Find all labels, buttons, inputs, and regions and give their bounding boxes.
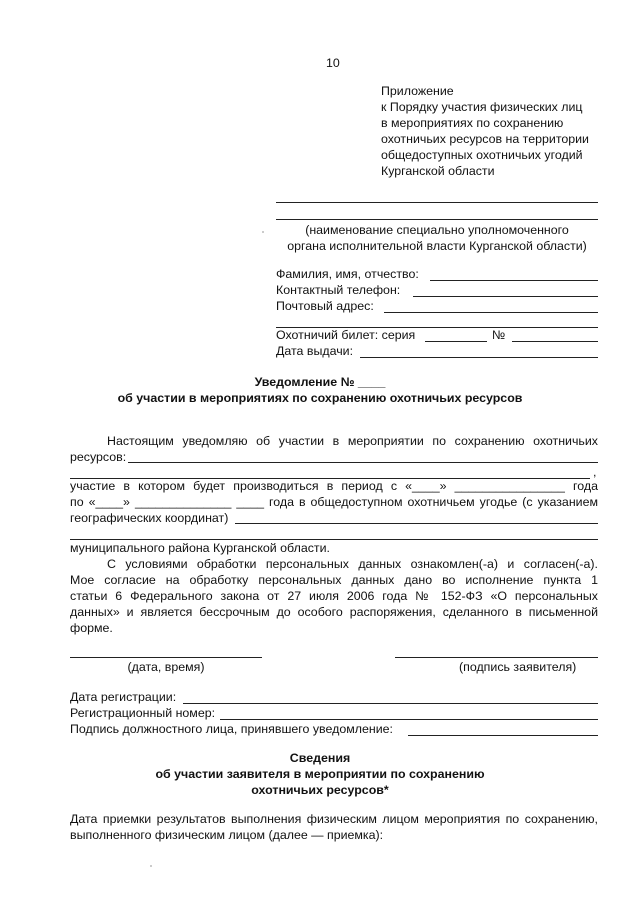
appendix-line: к Порядку участия физических лиц — [381, 100, 583, 114]
info-subtitle: об участии заявителя в мероприятии по сохранению — [155, 767, 485, 781]
recipient-caption: (наименование специально уполномоченного — [305, 223, 569, 237]
page-number: 10 — [326, 56, 340, 70]
phone-field[interactable] — [413, 296, 598, 297]
full-name-label: Фамилия, имя, отчество: — [276, 267, 419, 281]
body-text-line: статьи 6 Федерального закона от 27 июля 2006 года № 152-ФЗ «О персональных — [70, 589, 598, 603]
ticket-number-label: № — [492, 328, 506, 342]
full-name-field[interactable] — [430, 280, 598, 281]
ticket-number-field[interactable] — [512, 341, 598, 342]
scan-speck — [150, 865, 152, 867]
official-signature-field[interactable] — [408, 735, 598, 736]
date-time-caption: (дата, время) — [127, 660, 205, 674]
info-title: Сведения — [289, 751, 351, 765]
issue-date-label: Дата выдачи: — [276, 344, 354, 358]
appendix-line: Приложение — [381, 84, 454, 98]
appendix-line: общедоступных охотничьих угодий — [381, 148, 583, 162]
issue-date-field[interactable] — [360, 357, 598, 358]
signature-field[interactable] — [395, 657, 598, 658]
info-text-line: Дата приемки результатов выполнения физическим лицом мероприятия по сохранению, — [70, 812, 598, 826]
body-text-line: муниципального района Курганской области. — [70, 541, 330, 555]
recipient-caption: органа исполнительной власти Курганской области) — [287, 239, 587, 253]
date-time-field[interactable] — [70, 657, 262, 658]
scan-speck — [262, 231, 264, 233]
body-text-line: по «____» ______________ ____ года в общедоступном охотничьем угодье (с указанием — [70, 495, 598, 509]
official-signature-label: Подпись должностного лица, принявшего уведомление: — [70, 722, 393, 736]
signature-caption: (подпись заявителя) — [459, 660, 577, 674]
appendix-line: охотничьих ресурсов на территории — [381, 132, 589, 146]
coordinates-field[interactable] — [235, 523, 598, 524]
body-text-line: С условиями обработки персональных данных ознакомлен(-а) и согласен(-а). — [107, 557, 598, 571]
appendix-line: Курганской области — [381, 164, 495, 178]
body-text-line: Настоящим уведомляю об участии в мероприятии по сохранению охотничьих — [107, 434, 598, 448]
phone-label: Контактный телефон: — [276, 283, 401, 297]
body-text-line: форме. — [70, 621, 113, 635]
ticket-series-field[interactable] — [425, 341, 487, 342]
registration-date-label: Дата регистрации: — [70, 690, 177, 704]
body-text-line: Мое согласие на обработку персональных данных дано во исполнение пункта 1 — [70, 573, 598, 587]
body-text-line: ресурсов: — [70, 450, 127, 464]
info-text-line: выполненного физическим лицом (далее — приемка): — [70, 828, 384, 842]
notice-title: Уведомление № ____ — [254, 375, 386, 389]
recipient-line-1[interactable] — [276, 202, 598, 203]
resources-field[interactable] — [128, 462, 598, 463]
registration-date-field[interactable] — [183, 703, 598, 704]
notice-subtitle: об участии в мероприятиях по сохранению охотничьих ресурсов — [117, 391, 523, 405]
recipient-line-2[interactable] — [276, 219, 598, 220]
info-subtitle: охотничьих ресурсов* — [251, 783, 389, 797]
address-label: Почтовый адрес: — [276, 299, 374, 313]
body-text-line: географических координат) — [70, 511, 229, 525]
body-comma: , — [593, 465, 597, 479]
registration-number-field[interactable] — [220, 719, 598, 720]
body-text-line: данных» и является бессрочным до особого распоряжения, сделанного в письменной — [70, 605, 598, 619]
appendix-line: в мероприятиях по сохранению — [381, 116, 564, 130]
body-text-line: участие в котором будет производиться в период с «____» ________________ года — [70, 479, 598, 493]
registration-number-label: Регистрационный номер: — [70, 706, 216, 720]
hunting-ticket-label: Охотничий билет: серия — [276, 328, 416, 342]
address-field[interactable] — [384, 312, 598, 313]
